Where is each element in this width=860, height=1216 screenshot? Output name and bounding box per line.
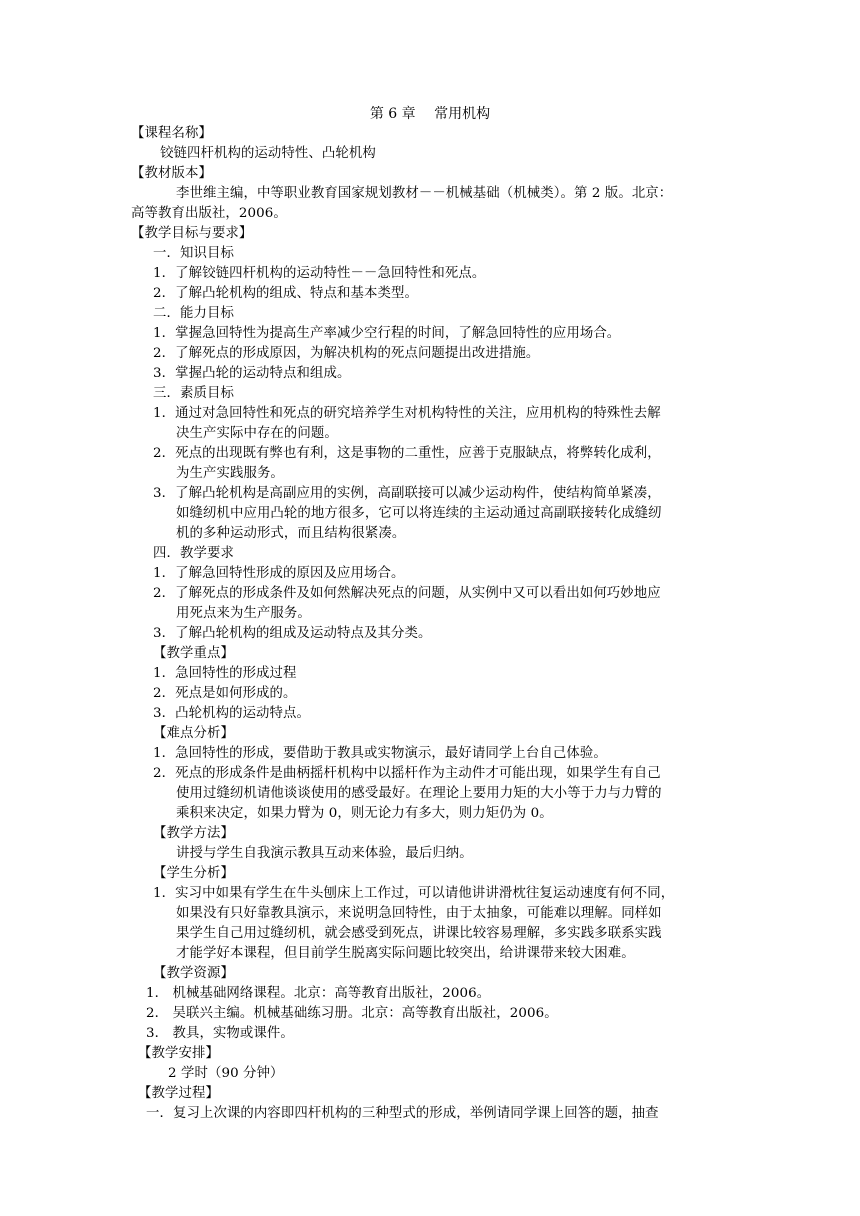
section-heading-schedule: 【教学安排】 [138, 1046, 219, 1061]
section-heading-process: 【教学过程】 [138, 1086, 219, 1101]
list-item: 3．掌握凸轮的运动特点和组成。 [153, 366, 351, 381]
list-item-continuation: 如缝纫机中应用凸轮的地方很多，它可以将连续的主运动通过高副联接转化成缝纫 [176, 506, 662, 521]
list-item: 3．了解凸轮机构的组成及运动特点及其分类。 [153, 626, 432, 641]
course-name-text: 铰链四杆机构的运动特性、凸轮机构 [160, 146, 376, 161]
list-item: 1．实习中如果有学生在牛头刨床上工作过，可以请他讲讲滑枕往复运动速度有何不同， [153, 886, 675, 901]
list-item: 2．死点的出现既有弊也有利，这是事物的二重性，应善于克服缺点，将弊转化成利， [153, 446, 661, 461]
list-item: 2．死点的形成条件是曲柄摇杆机构中以摇杆作为主动件才可能出现，如果学生有自己 [153, 766, 661, 781]
subheading-knowledge: 一．知识目标 [153, 246, 234, 261]
list-item: 1．了解铰链四杆机构的运动特性－－急回特性和死点。 [153, 266, 486, 281]
subheading-requirements: 四．教学要求 [153, 546, 234, 561]
list-item: 2．了解凸轮机构的组成、特点和基本类型。 [153, 286, 418, 301]
list-item: 1．了解急回特性形成的原因及应用场合。 [153, 566, 405, 581]
section-heading-difficulties: 【难点分析】 [153, 726, 234, 741]
section-heading-objectives: 【教学目标与要求】 [131, 226, 253, 241]
methods-text: 讲授与学生自我演示教具互动来体验，最后归纳。 [176, 846, 473, 861]
schedule-text: 2 学时（90 分钟） [168, 1066, 284, 1081]
list-item: 1．急回特性的形成过程 [153, 666, 297, 681]
list-item-continuation: 用死点来为生产服务。 [176, 606, 311, 621]
section-heading-textbook: 【教材版本】 [131, 166, 212, 181]
list-item-continuation: 为生产实践服务。 [176, 466, 284, 481]
list-item-continuation: 才能学好本课程，但目前学生脱离实际问题比较突出，给讲课带来较大困难。 [176, 946, 635, 961]
process-text: 一．复习上次课的内容即四杆机构的三种型式的形成，举例请同学课上回答的题，抽查 [146, 1106, 659, 1121]
list-item-continuation: 机的多种运动形式，而且结构很紧凑。 [176, 526, 406, 541]
list-item-continuation: 果学生自己用过缝纫机，就会感受到死点，讲课比较容易理解，多实践多联系实践 [176, 926, 662, 941]
list-item: 3．凸轮机构的运动特点。 [153, 706, 311, 721]
list-item: 3．了解凸轮机构是高副应用的实例，高副联接可以减少运动构件，使结构简单紧凑， [153, 486, 661, 501]
list-item: 2．了解死点的形成条件及如何然解决死点的问题，从实例中又可以看出如何巧妙地应 [153, 586, 661, 601]
textbook-text-line2: 高等教育出版社，2006。 [131, 206, 287, 221]
list-item-continuation: 使用过缝纫机请他谈谈使用的感受最好。在理论上要用力矩的大小等于力与力臂的 [176, 786, 662, 801]
list-item: 3． 教具，实物或课件。 [146, 1026, 294, 1041]
list-item-continuation: 乘积来决定，如果力臂为 0，则无论力有多大，则力矩仍为 0。 [176, 806, 553, 821]
chapter-title: 第 6 章 常用机构 [369, 106, 491, 122]
list-item: 2．了解死点的形成原因，为解决机构的死点问题提出改进措施。 [153, 346, 540, 361]
section-heading-student-analysis: 【学生分析】 [153, 866, 234, 881]
list-item: 2．死点是如何形成的。 [153, 686, 297, 701]
subheading-ability: 二．能力目标 [153, 306, 234, 321]
list-item-continuation: 如果没有只好靠教具演示，来说明急回特性，由于太抽象，可能难以理解。同样如 [176, 906, 662, 921]
list-item: 1．掌握急回特性为提高生产率减少空行程的时间，了解急回特性的应用场合。 [153, 326, 621, 341]
section-heading-course-name: 【课程名称】 [131, 126, 212, 141]
textbook-text-line1: 李世维主编，中等职业教育国家规划教材－－机械基础（机械类）。第 2 版。北京： [176, 186, 673, 201]
section-heading-methods: 【教学方法】 [153, 826, 234, 841]
list-item: 1． 机械基础网络课程。北京：高等教育出版社，2006。 [146, 986, 491, 1001]
list-item: 2． 吴联兴主编。机械基础练习册。北京：高等教育出版社，2006。 [146, 1006, 558, 1021]
list-item: 1．通过对急回特性和死点的研究培养学生对机构特性的关注，应用机构的特殊性去解 [153, 406, 661, 421]
list-item-continuation: 决生产实际中存在的问题。 [176, 426, 338, 441]
list-item: 1．急回特性的形成，要借助于教具或实物演示，最好请同学上台自己体验。 [153, 746, 607, 761]
section-heading-resources: 【教学资源】 [153, 966, 234, 981]
section-heading-key-points: 【教学重点】 [153, 646, 234, 661]
subheading-quality: 三．素质目标 [153, 386, 234, 401]
